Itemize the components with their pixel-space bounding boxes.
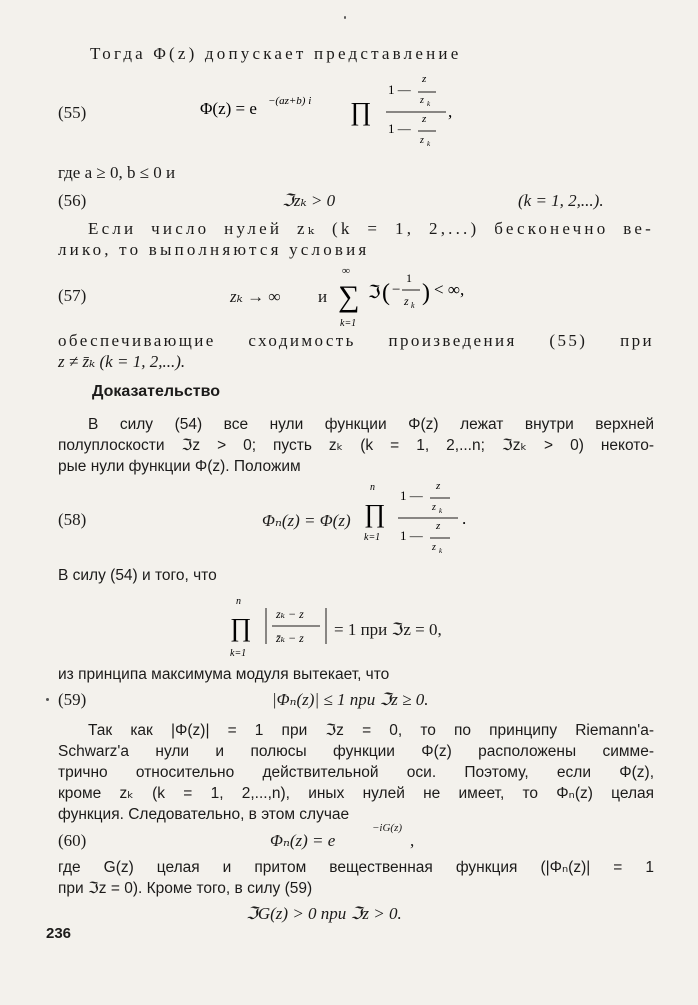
svg-text:z: z [404,294,409,308]
page-number: 236 [46,925,72,942]
svg-text:k: k [427,140,431,148]
svg-text:∏: ∏ [364,499,386,528]
eq60-comma: , [410,831,415,850]
svg-text:ℑ: ℑ [368,282,381,302]
text-line: рые нули функции Φ(z). Положим [58,458,301,475]
eq56-body: ℑzₖ > 0 [282,191,336,210]
equation-unnumbered-product [230,594,340,664]
svg-text:(: ( [382,280,390,306]
text-line: трично относительно действительной оси. Поэтому, если Φ(z), [58,764,654,781]
svg-text:z: z [436,520,441,532]
svg-text:−: − [392,282,401,298]
text-line: при ℑz = 0). Кроме того, в силу (59) [58,880,313,897]
svg-text:k=1: k=1 [364,532,381,543]
eq60-lhs: Φₙ(z) = e [270,831,336,850]
equation-number: (58) [58,510,87,529]
ink-spot [344,16,346,19]
text-line: кроме zₖ (k = 1, 2,...,n), иных нулей не имеет, то Φₙ(z) целая [58,785,654,802]
svg-text:∑: ∑ [338,280,360,313]
svg-text:z: z [422,73,427,85]
svg-text:z: z [436,480,441,492]
margin-mark [46,698,49,701]
svg-text:n: n [370,482,375,493]
equation-number: (60) [58,831,87,850]
text-line: функция. Следовательно, в этом случае [58,806,350,823]
eq60-exponent: −iG(z) [372,822,403,834]
equation-number: (59) [58,690,87,709]
text-line: лико, то выполняются условия [58,240,370,259]
equation-number: (55) [58,103,87,122]
text-line: Так как |Φ(z)| = 1 при ℑz = 0, то по принципу Riemann'a- [88,722,654,739]
svg-text:z: z [432,542,436,553]
svg-text:∏: ∏ [230,613,252,642]
svg-text:∞: ∞ [342,265,350,277]
eq58-lhs: Φₙ(z) = Φ(z) [262,511,351,530]
eq57-lhs: zₖ → ∞ [230,287,281,306]
svg-text:z̄ₖ − z: z̄ₖ − z [276,631,304,645]
text-line: Тогда Φ(z) допускает представление [90,44,462,63]
equation-number: (56) [58,191,87,210]
text-line: Schwarz'a нули и полюсы функции Φ(z) расположены симме- [58,743,654,760]
eq57-and: и [318,287,328,306]
svg-text:1 —: 1 — [388,82,411,97]
text-line: z ≠ z̄ₖ (k = 1, 2,...). [58,352,186,371]
svg-text:1 —: 1 — [400,528,423,543]
svg-text:.: . [462,509,467,528]
eq56-range: (k = 1, 2,...). [518,191,604,210]
equation-55 [200,68,500,150]
eq55-lhs: Φ(z) = e [200,99,257,118]
text-line: где G(z) целая и притом вещественная функция (|Φₙ(z)| = 1 [58,859,654,876]
svg-text:k: k [411,301,415,310]
svg-text:k: k [439,547,443,555]
text-line: полуплоскости ℑz > 0; пусть zₖ (k = 1, 2,...n; ℑzₖ > 0) некото- [58,437,654,454]
svg-text:n: n [236,596,241,607]
svg-text:,: , [448,102,453,121]
svg-text:k=1: k=1 [340,318,357,329]
eq55-exponent: −(az+b) i [268,95,312,107]
equation-57-sum [338,262,518,332]
svg-text:k: k [427,100,431,108]
eq59-body: |Φₙ(z)| ≤ 1 при ℑz ≥ 0. [272,690,429,709]
svg-text:zₖ − z: zₖ − z [276,607,304,621]
text-line: из принципа максимума модуля вытекает, что [58,666,390,683]
text-line: где a ≥ 0, b ≤ 0 и [58,163,176,182]
svg-text:1: 1 [406,271,412,285]
eq-unnumbered-rhs: = 1 при ℑz = 0, [334,620,442,639]
svg-text:1 —: 1 — [388,121,411,136]
equation-number: (57) [58,286,87,305]
final-formula: ℑG(z) > 0 при ℑz > 0. [246,904,402,923]
eq55-product: ∏ [350,97,372,126]
svg-text:): ) [422,280,430,306]
equation-58-product [364,478,484,558]
text-line: В силу (54) и того, что [58,567,217,584]
svg-text:z: z [420,95,424,106]
text-line: В силу (54) все нули функции Φ(z) лежат внутри верхней [88,416,654,433]
svg-text:1 —: 1 — [400,488,423,503]
text-line: обеспечивающие сходимость произведения (55) при [58,331,654,350]
svg-text:k=1: k=1 [230,648,247,659]
svg-text:z: z [420,135,424,146]
svg-text:< ∞,: < ∞, [434,280,465,299]
text-line: Если число нулей zₖ (k = 1, 2,...) бесконечно ве- [88,219,654,238]
section-heading: Доказательство [92,383,220,400]
svg-text:z: z [422,113,427,125]
svg-text:k: k [439,507,443,515]
svg-text:z: z [432,502,436,513]
